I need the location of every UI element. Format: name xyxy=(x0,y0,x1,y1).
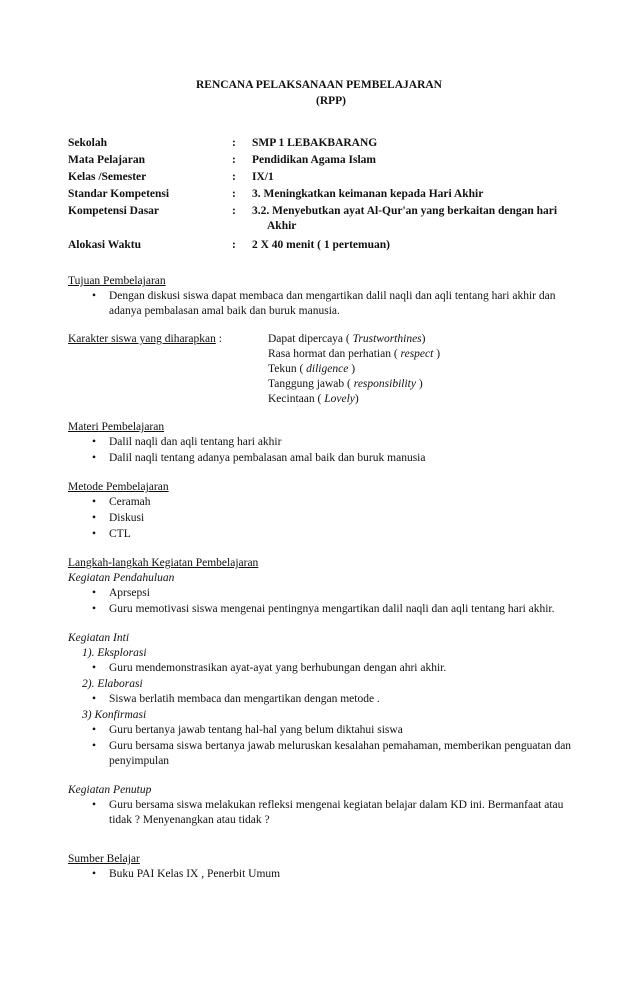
info-label: Kompetensi Dasar xyxy=(68,205,160,217)
karakter-item: Tanggung jawab ( responsibility ) xyxy=(268,378,423,390)
info-label: Alokasi Waktu xyxy=(68,239,141,251)
list-item: • Diskusi xyxy=(109,511,578,526)
list-item: • Buku PAI Kelas IX , Penerbit Umum xyxy=(109,867,578,882)
info-value: 3. Meningkatkan keimanan kepada Hari Akhir xyxy=(252,188,484,200)
page-title: RENCANA PELAKSANAAN PEMBELAJARAN xyxy=(196,79,442,91)
list-item: • Dalil naqli tentang adanya pembalasan amal baik dan buruk manusia xyxy=(109,451,578,466)
karakter-values xyxy=(268,332,440,407)
info-row-sk: Standar Kompetensi : 3. Meningkatkan keimanan kepada Hari Akhir xyxy=(68,187,588,202)
list-item: • Guru bertanya jawab tentang hal-hal yang belum diktahui siswa xyxy=(109,723,578,738)
info-label: Sekolah xyxy=(68,137,107,149)
list-item: • Dengan diskusi siswa dapat membaca dan mengartikan dalil naqli dan aqli tentang hari akhir dan adanya pembalasan amal baik dan buruk manusia. xyxy=(109,289,578,319)
karakter-section: Karakter siswa yang diharapkan : Dapat dipercaya ( Trustworthines) Rasa hormat dan perhatian ( respect ) Tekun ( diligence ) Tanggung jawab ( responsibility ) Kecintaan ( Lovely) xyxy=(68,333,441,405)
info-value: SMP 1 LEBAKBARANG xyxy=(252,137,378,149)
inti-heading: Kegiatan Inti xyxy=(68,632,130,644)
tujuan-section xyxy=(68,274,578,320)
metode-heading: Metode Pembelajaran xyxy=(68,481,169,493)
list-item: • Guru bersama siswa bertanya jawab meluruskan kesalahan pemahaman, memberikan penguatan dan penyimpulan xyxy=(109,739,578,769)
list-item: • Siswa berlatih membaca dan mengartikan dengan metode . xyxy=(109,692,578,707)
info-row-kelas: Kelas /Semester : IX/1 xyxy=(68,170,588,185)
info-value: 3.2. Menyebutkan ayat Al-Qur'an yang berkaitan dengan hari Akhir xyxy=(252,205,558,232)
metode-section xyxy=(68,480,578,543)
identity-table xyxy=(68,136,588,255)
list-item: • Dalil naqli dan aqli tentang hari akhir xyxy=(109,435,578,450)
karakter-heading: Karakter siswa yang diharapkan xyxy=(68,333,216,345)
konfirmasi-heading: 3) Konfirmasi xyxy=(82,709,147,721)
list-item: • Aprsepsi xyxy=(109,586,578,601)
info-label: Kelas /Semester xyxy=(68,171,147,183)
sumber-heading: Sumber Belajar xyxy=(68,853,140,865)
list-item: • Guru bersama siswa melakukan refleksi mengenai kegiatan belajar dalam KD ini. Bermanfaat atau tidak ? Menyenangkan atau tidak ? xyxy=(109,798,578,828)
materi-section xyxy=(68,420,578,467)
langkah-heading: Langkah-langkah Kegiatan Pembelajaran xyxy=(68,557,259,569)
info-label: Standar Kompetensi xyxy=(68,188,170,200)
langkah-section xyxy=(68,556,578,829)
list-item: • Ceramah xyxy=(109,495,578,510)
sumber-section xyxy=(68,852,578,883)
info-row-mapel: Mata Pelajaran : Pendidikan Agama Islam xyxy=(68,153,588,168)
list-item: • CTL xyxy=(109,527,578,542)
list-item: • Guru memotivasi siswa mengenai pentingnya mengartikan dalil naqli dan aqli tentang hari akhir. xyxy=(109,602,578,617)
list-item: • Guru mendemonstrasikan ayat-ayat yang berhubungan dengan ahri akhir. xyxy=(109,661,578,676)
info-row-sekolah: Sekolah : SMP 1 LEBAKBARANG xyxy=(68,136,588,151)
karakter-item: Rasa hormat dan perhatian ( respect ) xyxy=(268,348,441,360)
info-row-kd: Kompetensi Dasar : 3.2. Menyebutkan ayat Al-Qur'an yang berkaitan dengan hari Akhir xyxy=(68,204,588,234)
elaborasi-heading: 2). Elaborasi xyxy=(82,678,143,690)
info-label: Mata Pelajaran xyxy=(68,154,145,166)
materi-heading: Materi Pembelajaran xyxy=(68,421,165,433)
info-value: Pendidikan Agama Islam xyxy=(252,154,376,166)
info-row-alokasi: Alokasi Waktu : 2 X 40 menit ( 1 pertemuan) xyxy=(68,238,588,253)
karakter-item: Dapat dipercaya ( Trustworthines) xyxy=(268,333,426,345)
info-value: IX/1 xyxy=(252,171,274,183)
eksplorasi-heading: 1). Eksplorasi xyxy=(82,647,147,659)
info-value: 2 X 40 menit ( 1 pertemuan) xyxy=(252,239,390,251)
tujuan-heading: Tujuan Pembelajaran xyxy=(68,275,166,287)
pendahuluan-heading: Kegiatan Pendahuluan xyxy=(68,572,175,584)
page-subtitle: (RPP) xyxy=(315,95,346,107)
penutup-heading: Kegiatan Penutup xyxy=(68,784,152,796)
karakter-item: Kecintaan ( Lovely) xyxy=(268,393,359,405)
karakter-item: Tekun ( diligence ) xyxy=(268,363,356,375)
